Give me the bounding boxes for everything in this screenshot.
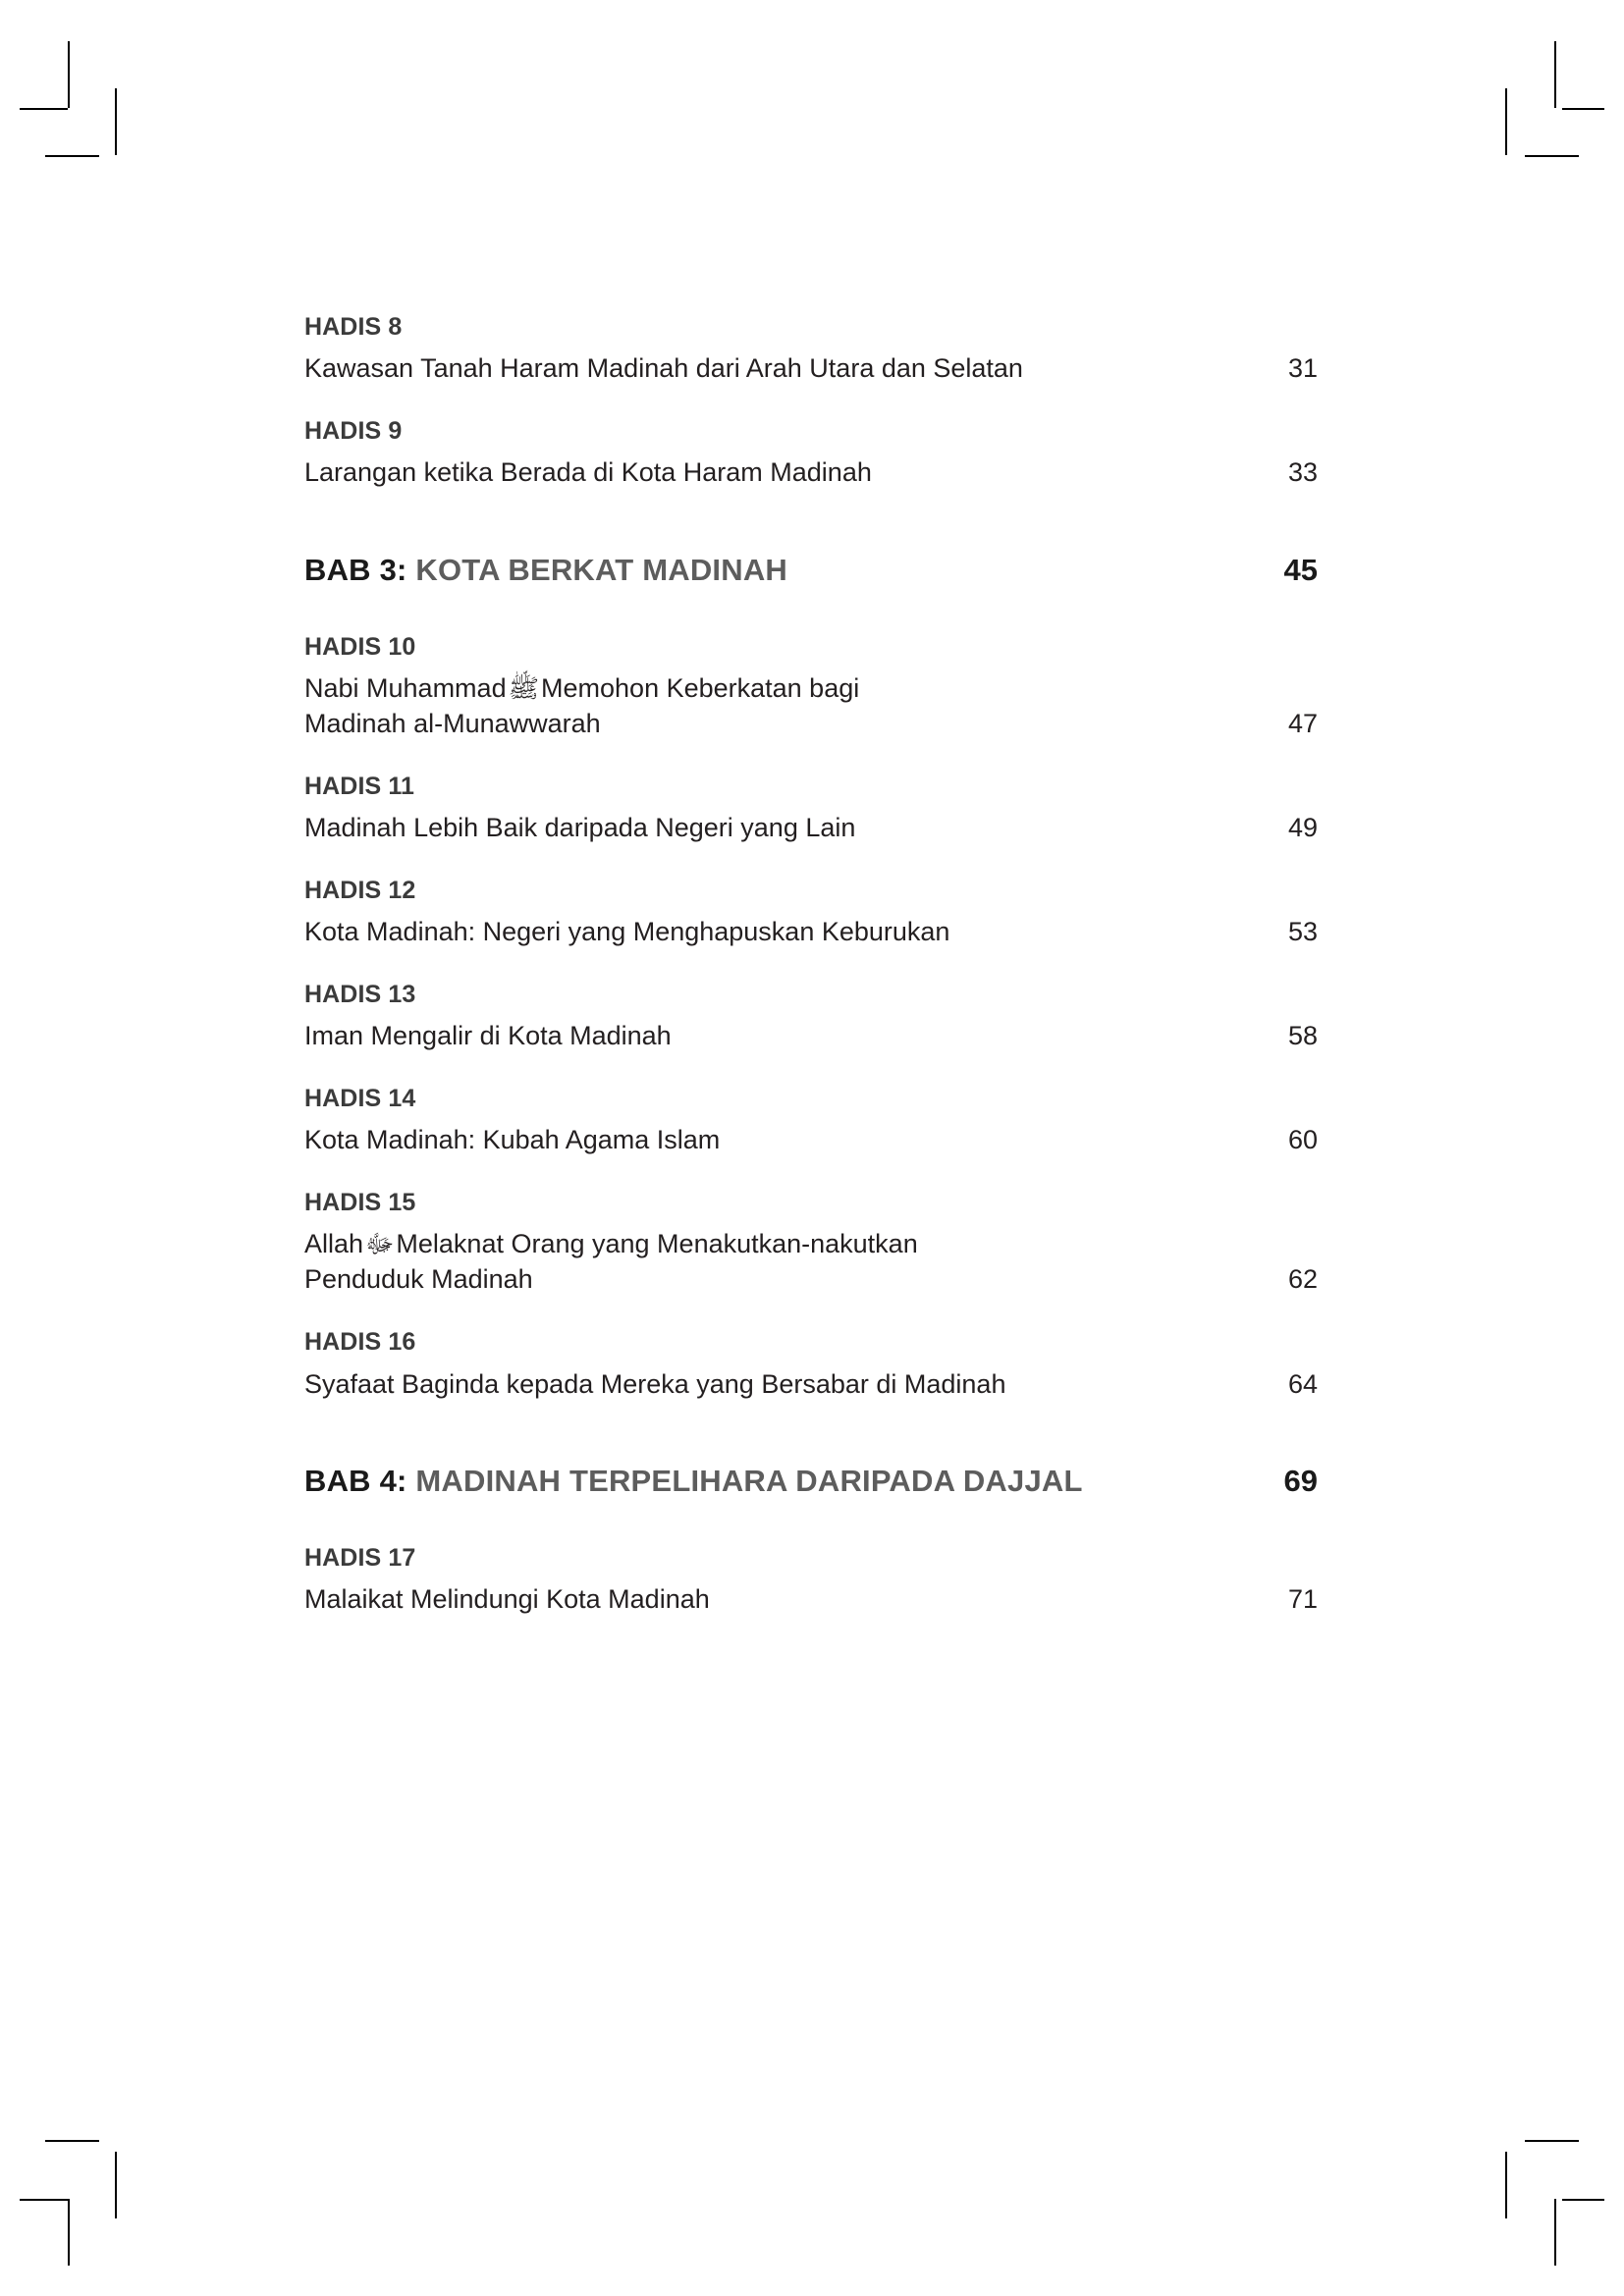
hadis-page-number: 62	[1287, 1264, 1318, 1295]
toc-entry-row	[304, 1123, 1318, 1158]
toc-entry-row	[304, 1367, 1318, 1403]
toc-entry-hadis-8[interactable]	[304, 312, 1318, 387]
sallallahu-alayhi-wasallam-icon: ﷺ	[508, 673, 540, 704]
hadis-title: Syafaat Baginda kepada Mereka yang Bersabar di Madinah	[304, 1368, 1006, 1399]
crop-mark-bottom-right-vertical-inner	[1505, 2152, 1507, 2218]
crop-mark-top-left-vertical-inner	[115, 88, 117, 155]
toc-entry-hadis-15[interactable]	[304, 1188, 1318, 1298]
hadis-label: HADIS 17	[304, 1543, 416, 1572]
chapter-number: BAB 3:	[304, 553, 407, 588]
toc-entry-hadis-9[interactable]	[304, 416, 1318, 491]
toc-entry-row	[304, 915, 1318, 950]
crop-mark-bottom-left-vertical-inner	[115, 2152, 117, 2218]
toc-entry-hadis-14[interactable]	[304, 1084, 1318, 1158]
hadis-page-number: 64	[1287, 1368, 1318, 1399]
crop-mark-top-left-vertical-outer	[68, 41, 70, 108]
chapter-number: BAB 4:	[304, 1464, 407, 1499]
hadis-label: HADIS 8	[304, 313, 403, 341]
crop-mark-top-left-horizontal-inner	[45, 155, 99, 157]
toc-entry-hadis-10[interactable]	[304, 632, 1318, 742]
hadis-title-line-2: Penduduk Madinah	[304, 1264, 533, 1295]
toc-entry-row	[304, 811, 1318, 846]
hadis-label: HADIS 14	[304, 1085, 416, 1113]
hadis-title: Madinah Lebih Baik daripada Negeri yang Lain	[304, 812, 856, 842]
hadis-title-part-before-glyph: Allah	[304, 1229, 364, 1259]
crop-mark-top-right-vertical-outer	[1554, 41, 1556, 108]
hadis-page-number: 33	[1287, 457, 1318, 488]
hadis-page-number: 49	[1287, 812, 1318, 842]
toc-entry-row	[304, 1227, 1318, 1298]
toc-entry-chapter-bab-3[interactable]	[304, 552, 1318, 588]
hadis-title: Kawasan Tanah Haram Madinah dari Arah Utara dan Selatan	[304, 353, 1023, 384]
hadis-label: HADIS 13	[304, 980, 416, 1008]
toc-entry-hadis-12[interactable]	[304, 876, 1318, 950]
hadis-page-number: 31	[1287, 353, 1318, 384]
toc-entry-row	[304, 671, 1318, 742]
crop-mark-bottom-right-horizontal-outer	[1562, 2199, 1604, 2201]
toc-entry-row	[304, 1582, 1318, 1618]
chapter-name: KOTA BERKAT MADINAH	[415, 553, 788, 588]
hadis-page-number: 60	[1287, 1125, 1318, 1155]
crop-mark-top-right-horizontal-outer	[1562, 108, 1604, 110]
hadis-page-number: 71	[1287, 1583, 1318, 1614]
toc-entry-hadis-16[interactable]	[304, 1327, 1318, 1402]
crop-mark-bottom-left-horizontal-outer	[20, 2199, 68, 2201]
hadis-title: Kota Madinah: Kubah Agama Islam	[304, 1125, 721, 1155]
hadis-title-line-2: Madinah al-Munawwarah	[304, 708, 601, 738]
toc-entry-hadis-11[interactable]	[304, 772, 1318, 846]
chapter-heading	[304, 1463, 1107, 1499]
toc-entry-hadis-17[interactable]	[304, 1543, 1318, 1618]
hadis-title: Larangan ketika Berada di Kota Haram Madinah	[304, 457, 872, 488]
hadis-title: Kota Madinah: Negeri yang Menghapuskan Keburukan	[304, 916, 950, 946]
table-of-contents-list	[304, 312, 1318, 1647]
hadis-title-part-before-glyph: Nabi Muhammad	[304, 672, 507, 703]
chapter-heading	[304, 552, 811, 588]
crop-mark-bottom-right-horizontal-inner	[1525, 2140, 1579, 2142]
hadis-label: HADIS 15	[304, 1189, 416, 1217]
hadis-title	[304, 1227, 942, 1298]
chapter-page-number: 69	[1283, 1464, 1318, 1499]
crop-mark-top-left-horizontal-outer	[20, 108, 68, 110]
jalla-jalaluhu-icon: ﷻ	[365, 1230, 395, 1260]
crop-mark-bottom-left-horizontal-inner	[45, 2140, 99, 2142]
hadis-page-number: 47	[1287, 708, 1318, 738]
hadis-title: Iman Mengalir di Kota Madinah	[304, 1021, 672, 1051]
chapter-page-number: 45	[1283, 553, 1318, 588]
toc-entry-row	[304, 455, 1318, 491]
toc-entry-hadis-13[interactable]	[304, 980, 1318, 1054]
hadis-title-part-after-glyph: Melaknat Orang yang Menakutkan-nakutkan	[396, 1229, 918, 1259]
hadis-page-number: 58	[1287, 1021, 1318, 1051]
toc-entry-row	[304, 351, 1318, 387]
hadis-page-number: 53	[1287, 916, 1318, 946]
chapter-name: MADINAH TERPELIHARA DARIPADA DAJJAL	[415, 1464, 1083, 1499]
hadis-title	[304, 671, 883, 742]
crop-mark-top-right-vertical-inner	[1505, 88, 1507, 155]
hadis-label: HADIS 16	[304, 1328, 416, 1357]
hadis-label: HADIS 11	[304, 772, 414, 800]
hadis-label: HADIS 9	[304, 417, 403, 446]
hadis-title: Malaikat Melindungi Kota Madinah	[304, 1583, 710, 1614]
toc-entry-row	[304, 1019, 1318, 1054]
hadis-label: HADIS 12	[304, 876, 416, 904]
crop-mark-bottom-right-vertical-outer	[1554, 2199, 1556, 2266]
hadis-title-part-after-glyph: Memohon Keberkatan bagi	[541, 672, 860, 703]
crop-mark-top-right-horizontal-inner	[1525, 155, 1579, 157]
hadis-label: HADIS 10	[304, 632, 416, 661]
toc-entry-chapter-bab-4[interactable]	[304, 1463, 1318, 1499]
crop-mark-bottom-left-vertical-outer	[68, 2199, 70, 2266]
